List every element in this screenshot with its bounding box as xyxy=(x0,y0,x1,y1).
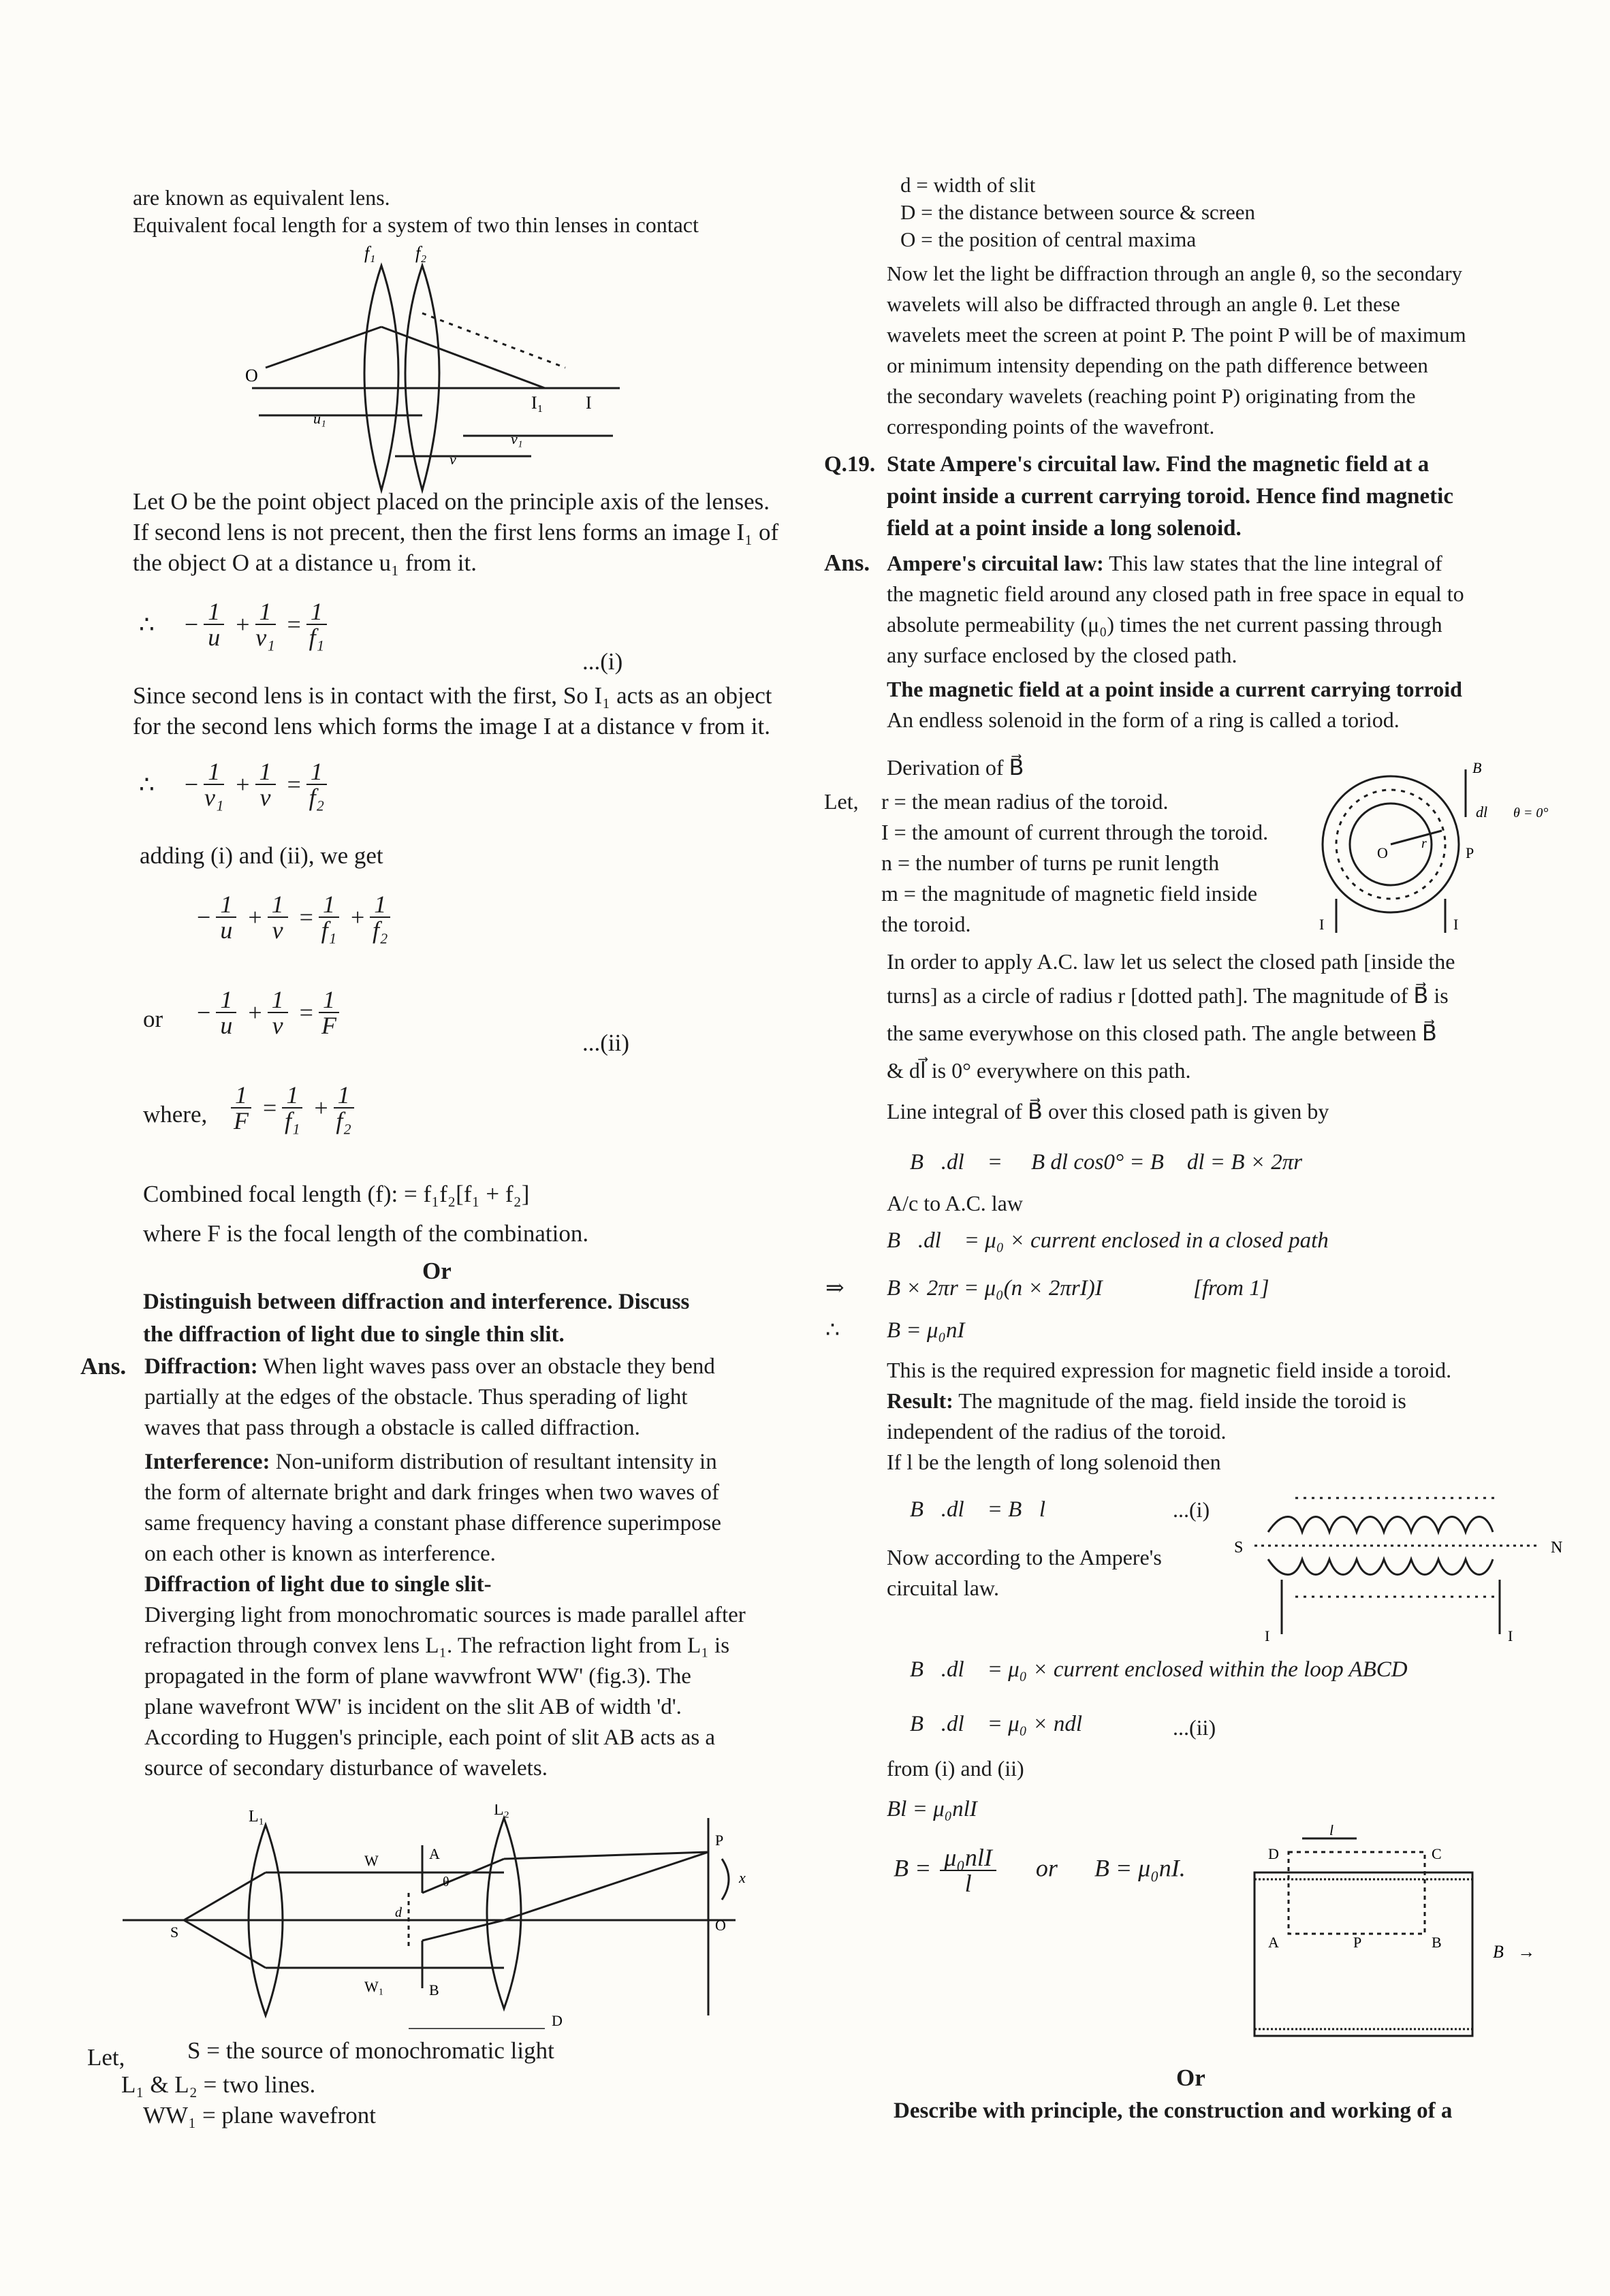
paragraph-line: the object O at a distance u₁ from it. xyxy=(133,549,477,576)
fig-label: dl⃗ xyxy=(1476,803,1500,820)
paragraph-line: A/c to A.C. law xyxy=(887,1191,1023,1215)
lens-equation-1: ∴ − $\frac{1}{u}$ + $\frac{1}{\text{v₁}}$ = $\frac{1}{\text{f₁}}$ xyxy=(136,599,330,650)
fig-label: P xyxy=(1353,1934,1362,1951)
paragraph-line: If second lens is not precent, then the first lens forms an image I₁ of xyxy=(133,519,779,545)
question-line: point inside a current carrying toroid. Hence find magnetic xyxy=(887,484,1453,509)
equation-ref: [from 1] xyxy=(1193,1276,1269,1301)
equation-tag: ...(i) xyxy=(1173,1497,1210,1522)
definition-line: WW₁ = plane wavefront xyxy=(143,2102,376,2128)
paragraph-line: & dl⃗ is 0° everywhere on this path. xyxy=(887,1058,1191,1083)
definition-line: L₁ & L₂ = two lines. xyxy=(121,2071,316,2098)
equation: Bl = μ₀nlI xyxy=(887,1797,977,1821)
definition-line: r = the mean radius of the toroid. xyxy=(881,789,1169,814)
sub-heading: Diffraction of light due to single slit- xyxy=(144,1572,492,1597)
let-label: Let, xyxy=(87,2044,125,2071)
where-label: where, xyxy=(143,1101,208,1128)
definition-line: I = the amount of current through the toroid. xyxy=(881,820,1269,844)
fig-label: D xyxy=(1268,1845,1279,1862)
fig-label: u₁ xyxy=(313,410,326,427)
paragraph-line: the magnetic field around any closed path in free space in equal to xyxy=(887,581,1464,606)
fig-label: I xyxy=(1265,1627,1270,1644)
paragraph-line: Interference: Non-uniform distribution of resultant intensity in xyxy=(144,1450,717,1474)
fig-label: N xyxy=(1551,1539,1563,1557)
fig-label: I xyxy=(586,393,592,413)
paragraph-line: This is the required expression for magnetic field inside a toroid. xyxy=(887,1358,1452,1382)
paragraph-line: An endless solenoid in the form of a ring is called a toriod. xyxy=(887,707,1400,732)
lens-equation-2: ∴ − $\frac{1}{\text{v₁}}$ + $\frac{1}{v}$ = $\frac{1}{\text{f₂}}$ xyxy=(136,759,330,810)
definition-line: the toroid. xyxy=(881,912,971,936)
fig-label: C xyxy=(1432,1845,1442,1862)
fig-label: S xyxy=(1234,1539,1244,1557)
paragraph-line: corresponding points of the wavefront. xyxy=(887,415,1215,439)
definition-line: O = the position of central maxima xyxy=(900,227,1197,251)
answer-label: Ans. xyxy=(824,549,870,576)
paragraph-line: plane wavefront WW' is incident on the slit AB of width 'd'. xyxy=(144,1695,682,1719)
paragraph-line: Combined focal length (f): = f₁f₂[f₁ + f₂] xyxy=(143,1181,530,1207)
fig-label: P xyxy=(1466,844,1474,861)
paragraph-line: partially at the edges of the obstacle. Thus sperading of light xyxy=(144,1385,688,1409)
text-line: are known as equivalent lens. xyxy=(133,185,390,210)
paragraph-line: the secondary wavelets (reaching point P) originating from the xyxy=(887,384,1416,408)
paragraph-line: Now according to the Ampere's xyxy=(887,1545,1162,1569)
equation: B⃗.dl⃗ = μ₀ × current enclosed in a closed path xyxy=(887,1228,1329,1253)
fig-label: x xyxy=(739,1869,746,1886)
question-line: Describe with principle, the construction and working of a xyxy=(894,2099,1453,2123)
equation: ∮ B⃗.dl⃗ = μ₀ × current enclosed within the loop ABCD xyxy=(887,1657,1408,1682)
definition-line: d = width of slit xyxy=(900,173,1036,197)
fig-label: L₁ xyxy=(249,1808,265,1825)
fig-label: r xyxy=(1421,836,1427,851)
fig-label: θ = 0° xyxy=(1513,806,1549,820)
or-divider: Or xyxy=(1176,2064,1205,2091)
paragraph-line: propagated in the form of plane wavwfront WW' (fig.3). The xyxy=(144,1664,691,1689)
question-line: State Ampere's circuital law. Find the magnetic field at a xyxy=(887,452,1430,477)
question-number: Q.19. xyxy=(824,452,876,477)
single-slit-diagram xyxy=(123,1804,776,2029)
equation: ∮ B⃗.dl⃗ = ∮ B dl cos0° = B∮ dl = B × 2πr xyxy=(887,1150,1303,1175)
fig-label: W xyxy=(364,1852,379,1869)
definition-line: n = the number of turns pe runit length xyxy=(881,850,1220,875)
question-line: the diffraction of light due to single thin slit. xyxy=(143,1322,565,1347)
paragraph-line: same frequency having a constant phase difference superimpose xyxy=(144,1511,721,1535)
fig-label: l xyxy=(1329,1825,1334,1838)
paragraph-line: Diffraction: When light waves pass over an obstacle they bend xyxy=(144,1354,715,1379)
or-label: or xyxy=(143,1006,163,1032)
fig-label: B⃗→ xyxy=(1493,1942,1536,1962)
section-subheading: Equivalent focal length for a system of two thin lenses in contact xyxy=(133,212,699,237)
therefore-symbol: ∴ xyxy=(825,1318,840,1343)
lens-equation-4: − $\frac{1}{u}$ + $\frac{1}{v}$ = $\frac{1}{F}$ xyxy=(194,987,342,1038)
paragraph-line: waves that pass through a obstacle is called diffraction. xyxy=(144,1416,640,1440)
fig-label: A xyxy=(429,1845,440,1862)
paragraph-line: for the second lens which forms the image I at a distance v from it. xyxy=(133,713,770,739)
definition-line: m = the magnitude of magnetic field inside xyxy=(881,881,1258,906)
fig-label: O xyxy=(715,1917,726,1934)
equation: B = μ₀nI xyxy=(887,1318,965,1343)
equation: B × 2πr = μ₀(n × 2πrI)I xyxy=(887,1276,1103,1301)
equation: ∮ B⃗.dl⃗ = B⃗l xyxy=(887,1497,1046,1522)
fig-label: d xyxy=(395,1905,402,1920)
fig-label: v₁ xyxy=(511,430,523,447)
two-lens-diagram xyxy=(245,245,627,504)
solenoid-loop-diagram xyxy=(1241,1825,1595,2043)
let-label: Let, xyxy=(824,789,859,814)
paragraph-line: refraction through convex lens L₁. The refraction light from L₁ is xyxy=(144,1633,730,1658)
paragraph-line: Line integral of B⃗ over this closed path is given by xyxy=(887,1099,1329,1123)
paragraph-line: Result: The magnitude of the mag. field inside the toroid is xyxy=(887,1388,1406,1413)
paragraph-line: or minimum intensity depending on the path difference between xyxy=(887,353,1428,377)
fig-label: f₂ xyxy=(415,245,427,263)
fig-label: L₂ xyxy=(494,1804,510,1819)
fig-label: I xyxy=(1508,1627,1513,1644)
fig-label: S xyxy=(170,1924,179,1941)
question-line: Distinguish between diffraction and interference. Discuss xyxy=(143,1290,690,1314)
fig-label: I xyxy=(1319,916,1325,933)
paragraph-line: If l be the length of long solenoid then xyxy=(887,1450,1221,1474)
paragraph-line: Now let the light be diffraction through an angle θ, so the secondary xyxy=(887,261,1463,285)
paragraph-line: where F is the focal length of the combination. xyxy=(143,1220,589,1247)
toroid-diagram xyxy=(1309,763,1595,940)
fig-label: θ xyxy=(443,1875,449,1890)
paragraph-line: According to Huggen's principle, each point of slit AB acts as a xyxy=(144,1725,716,1750)
lens-equation-3: − $\frac{1}{u}$ + $\frac{1}{v}$ = $\frac{1}{\text{f₁}}$ + $\frac{1}{\text{f₂}}$ xyxy=(194,892,393,942)
paragraph-line: turns] as a circle of radius r [dotted path]. The magnitude of B⃗ is xyxy=(887,983,1449,1008)
paragraph-line: any surface enclosed by the closed path. xyxy=(887,643,1237,667)
paragraph-line: circuital law. xyxy=(887,1576,999,1600)
fig-label: P xyxy=(715,1832,724,1849)
fig-label: B xyxy=(1432,1934,1442,1951)
fig-label: B xyxy=(429,1981,439,1998)
paragraph-line: absolute permeability (μ₀) times the net current passing through xyxy=(887,612,1442,637)
fig-label: f₁ xyxy=(364,245,376,263)
fig-label: O xyxy=(1377,844,1388,861)
equation-tag: ...(ii) xyxy=(582,1030,630,1056)
paragraph-line: Derivation of B⃗ xyxy=(887,755,1024,780)
fig-label: W₁ xyxy=(364,1978,384,1995)
lens-equation-5: $\frac{1}{F}$ = $\frac{1}{\text{f₁}}$ + $\frac{1}{\text{f₂}}$ xyxy=(228,1083,357,1133)
equation: ∮ B⃗.dl⃗ = μ₀ × ndl xyxy=(887,1712,1083,1736)
fig-label: v xyxy=(449,451,456,468)
question-line: field at a point inside a long solenoid. xyxy=(887,516,1242,541)
equation-tag: ...(i) xyxy=(582,648,623,675)
implies-symbol: ⇒ xyxy=(825,1276,845,1301)
fig-label: D xyxy=(552,2012,563,2029)
paragraph-line: wavelets will also be diffracted through an angle θ. Let these xyxy=(887,292,1400,316)
fig-label: O xyxy=(245,366,258,385)
answer-label: Ans. xyxy=(80,1353,127,1380)
or-divider: Or xyxy=(422,1258,452,1284)
paragraph-line: Diverging light from monochromatic sources is made parallel after xyxy=(144,1603,746,1627)
paragraph-line: from (i) and (ii) xyxy=(887,1756,1024,1781)
paragraph-line: Since second lens is in contact with the first, So I₁ acts as an object xyxy=(133,682,772,709)
definition-line: S = the source of monochromatic light xyxy=(187,2037,554,2064)
paragraph-line: the form of alternate bright and dark fringes when two waves of xyxy=(144,1480,719,1505)
final-equation: B = $\frac{\text{μ₀nlI}}{l}$ or B = μ₀nI. xyxy=(894,1844,1186,1897)
fig-label: A xyxy=(1268,1934,1279,1951)
sub-heading: The magnetic field at a point inside a current carrying torroid xyxy=(887,677,1462,701)
paragraph-line: Ampere's circuital law: This law states that the line integral of xyxy=(887,551,1442,575)
paragraph-line: source of secondary disturbance of wavelets. xyxy=(144,1756,548,1781)
paragraph-line: wavelets meet the screen at point P. The point P will be of maximum xyxy=(887,323,1466,347)
paragraph-line: independent of the radius of the toroid. xyxy=(887,1419,1227,1444)
definition-line: D = the distance between source & screen xyxy=(900,200,1256,224)
solenoid-diagram xyxy=(1227,1484,1581,1648)
paragraph-line: the same everywhose on this closed path. The angle between B⃗ xyxy=(887,1021,1437,1045)
paragraph-line: In order to apply A.C. law let us select the closed path [inside the xyxy=(887,949,1455,974)
fig-label: I₁ xyxy=(531,393,543,413)
fig-label: B⃗ xyxy=(1472,763,1494,776)
paragraph-line: on each other is known as interference. xyxy=(144,1542,496,1566)
paragraph-line: adding (i) and (ii), we get xyxy=(140,842,383,869)
paragraph-line: Let O be the point object placed on the principle axis of the lenses. xyxy=(133,488,770,515)
fig-label: I xyxy=(1453,916,1459,933)
equation-tag: ...(ii) xyxy=(1173,1715,1216,1740)
